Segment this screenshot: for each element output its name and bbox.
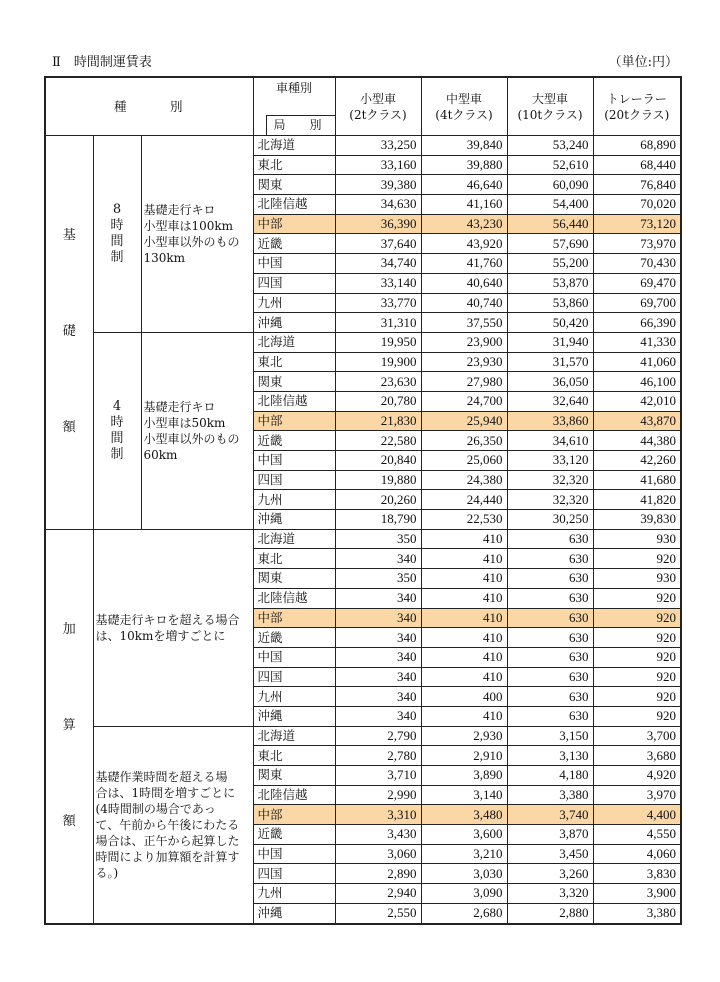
category-char: 加 xyxy=(62,622,76,638)
region-cell: 沖縄 xyxy=(253,510,335,530)
unit-note: （単位:円） xyxy=(608,55,678,70)
rate-cell: 37,550 xyxy=(421,313,507,333)
region-cell: 東北 xyxy=(253,155,335,175)
rate-cell: 19,900 xyxy=(335,352,421,372)
rate-cell: 3,710 xyxy=(335,766,421,786)
rate-cell: 3,430 xyxy=(335,825,421,845)
description-line: て、午前から午後にわたる xyxy=(95,817,240,832)
rate-cell: 920 xyxy=(593,549,681,569)
rate-cell: 3,140 xyxy=(421,785,507,805)
region-cell: 中部 xyxy=(253,805,335,825)
rate-cell: 46,100 xyxy=(593,372,681,392)
rate-cell: 68,890 xyxy=(593,136,681,156)
rate-cell: 23,930 xyxy=(421,352,507,372)
rate-cell: 56,440 xyxy=(507,214,593,234)
rate-cell: 920 xyxy=(593,628,681,648)
hourly-rate-table xyxy=(44,76,682,925)
description-line: 基礎走行キロ xyxy=(143,202,216,217)
region-cell: 中国 xyxy=(253,844,335,864)
rate-cell: 340 xyxy=(335,687,421,707)
rate-cell: 3,830 xyxy=(593,864,681,884)
header-kind: 種 別 xyxy=(45,77,253,136)
rate-cell: 26,350 xyxy=(421,431,507,451)
rate-cell: 25,940 xyxy=(421,411,507,431)
rate-cell: 19,950 xyxy=(335,332,421,352)
rate-cell: 23,900 xyxy=(421,332,507,352)
header-vehicle-trailer: トレーラー (20tクラス) xyxy=(593,77,681,136)
region-cell: 中国 xyxy=(253,451,335,471)
rate-cell: 31,570 xyxy=(507,352,593,372)
rate-cell: 20,840 xyxy=(335,451,421,471)
rate-cell: 340 xyxy=(335,549,421,569)
rate-cell: 42,010 xyxy=(593,391,681,411)
description-line: 小型車は100km xyxy=(143,218,234,233)
rate-cell: 41,820 xyxy=(593,490,681,510)
rate-cell: 31,310 xyxy=(335,313,421,333)
region-cell: 中部 xyxy=(253,214,335,234)
rate-cell: 3,380 xyxy=(507,785,593,805)
rate-cell: 24,700 xyxy=(421,391,507,411)
rate-cell: 39,830 xyxy=(593,510,681,530)
rate-cell: 2,780 xyxy=(335,746,421,766)
rate-cell: 31,940 xyxy=(507,332,593,352)
section-description xyxy=(141,332,253,529)
rate-cell: 37,640 xyxy=(335,234,421,254)
header-vehicle-small: 小型車 (2tクラス) xyxy=(335,77,421,136)
rate-cell: 76,840 xyxy=(593,175,681,195)
rate-cell: 27,980 xyxy=(421,372,507,392)
rate-cell: 60,090 xyxy=(507,175,593,195)
description-line: 基礎走行キロを超える場合 xyxy=(95,612,240,627)
rate-cell: 340 xyxy=(335,667,421,687)
rate-cell: 43,920 xyxy=(421,234,507,254)
rate-cell: 30,250 xyxy=(507,510,593,530)
header-vehicle-medium: 中型車 (4tクラス) xyxy=(421,77,507,136)
rate-cell: 73,970 xyxy=(593,234,681,254)
section-description xyxy=(93,529,253,726)
rate-cell: 20,260 xyxy=(335,490,421,510)
region-cell: 沖縄 xyxy=(253,903,335,923)
description-line: 小型車は50km xyxy=(143,415,226,430)
region-cell: 近畿 xyxy=(253,234,335,254)
description-line: 小型車以外のもの xyxy=(143,431,240,446)
region-cell: 近畿 xyxy=(253,431,335,451)
region-cell: 近畿 xyxy=(253,825,335,845)
rate-cell: 3,260 xyxy=(507,864,593,884)
region-cell: 北海道 xyxy=(253,136,335,156)
header-vehicle-large: 大型車 (10tクラス) xyxy=(507,77,593,136)
region-cell: 四国 xyxy=(253,667,335,687)
rate-cell: 57,690 xyxy=(507,234,593,254)
region-cell: 北海道 xyxy=(253,726,335,746)
section-subtype xyxy=(93,136,141,333)
rate-cell: 41,760 xyxy=(421,254,507,274)
region-cell: 九州 xyxy=(253,490,335,510)
category-base xyxy=(45,136,93,530)
rate-cell: 54,400 xyxy=(507,195,593,215)
rate-cell: 3,890 xyxy=(421,766,507,786)
rate-cell: 410 xyxy=(421,549,507,569)
region-cell: 四国 xyxy=(253,470,335,490)
region-cell: 北陸信越 xyxy=(253,195,335,215)
rate-cell: 69,700 xyxy=(593,293,681,313)
rate-cell: 33,250 xyxy=(335,136,421,156)
rate-cell: 340 xyxy=(335,588,421,608)
category-char: 額 xyxy=(62,420,76,436)
rate-cell: 2,880 xyxy=(507,903,593,923)
subtype-char: 間 xyxy=(110,233,124,249)
rate-cell: 3,030 xyxy=(421,864,507,884)
table-row xyxy=(45,332,681,352)
region-cell: 中部 xyxy=(253,608,335,628)
rate-cell: 3,740 xyxy=(507,805,593,825)
subtype-char: 間 xyxy=(110,430,124,446)
header-region-label: 局 別 xyxy=(266,115,335,135)
rate-cell: 410 xyxy=(421,628,507,648)
rate-cell: 2,790 xyxy=(335,726,421,746)
description-line: 場合は、正午から起算した xyxy=(95,833,240,848)
rate-cell: 33,770 xyxy=(335,293,421,313)
region-cell: 九州 xyxy=(253,687,335,707)
region-cell: 北海道 xyxy=(253,529,335,549)
category-char: 額 xyxy=(62,814,76,830)
subtype-char: 制 xyxy=(110,249,124,265)
table-row xyxy=(45,726,681,746)
rate-cell: 2,930 xyxy=(421,726,507,746)
rate-cell: 630 xyxy=(507,687,593,707)
category-char: 算 xyxy=(62,718,76,734)
rate-cell: 40,640 xyxy=(421,273,507,293)
rate-cell: 32,320 xyxy=(507,490,593,510)
region-cell: 北陸信越 xyxy=(253,785,335,805)
rate-cell: 930 xyxy=(593,569,681,589)
rate-cell: 630 xyxy=(507,647,593,667)
rate-cell: 69,470 xyxy=(593,273,681,293)
region-cell: 九州 xyxy=(253,884,335,904)
rate-cell: 53,240 xyxy=(507,136,593,156)
rate-cell: 340 xyxy=(335,608,421,628)
rate-cell: 50,420 xyxy=(507,313,593,333)
region-cell: 中国 xyxy=(253,254,335,274)
description-line: 合は、1時間を増すごとに xyxy=(95,785,236,800)
rate-cell: 43,870 xyxy=(593,411,681,431)
region-cell: 四国 xyxy=(253,864,335,884)
rate-cell: 3,130 xyxy=(507,746,593,766)
table-row xyxy=(45,529,681,549)
rate-cell: 24,380 xyxy=(421,470,507,490)
rate-cell: 630 xyxy=(507,608,593,628)
rate-cell: 3,210 xyxy=(421,844,507,864)
rate-cell: 410 xyxy=(421,588,507,608)
rate-cell: 32,640 xyxy=(507,391,593,411)
region-cell: 中部 xyxy=(253,411,335,431)
rate-cell: 350 xyxy=(335,529,421,549)
rate-cell: 41,060 xyxy=(593,352,681,372)
rate-cell: 410 xyxy=(421,667,507,687)
rate-cell: 920 xyxy=(593,706,681,726)
rate-cell: 3,320 xyxy=(507,884,593,904)
rate-cell: 41,160 xyxy=(421,195,507,215)
subtype-char: 時 xyxy=(110,414,124,430)
rate-cell: 41,330 xyxy=(593,332,681,352)
rate-cell: 34,630 xyxy=(335,195,421,215)
subtype-char: 制 xyxy=(110,446,124,462)
region-cell: 関東 xyxy=(253,569,335,589)
rate-cell: 21,830 xyxy=(335,411,421,431)
rate-cell: 23,630 xyxy=(335,372,421,392)
rate-cell: 34,610 xyxy=(507,431,593,451)
rate-cell: 3,600 xyxy=(421,825,507,845)
rate-cell: 52,610 xyxy=(507,155,593,175)
section-subtype xyxy=(93,332,141,529)
rate-cell: 70,020 xyxy=(593,195,681,215)
rate-cell: 20,780 xyxy=(335,391,421,411)
region-cell: 北陸信越 xyxy=(253,588,335,608)
description-line: る。) xyxy=(95,865,119,880)
rate-cell: 46,640 xyxy=(421,175,507,195)
rate-cell: 630 xyxy=(507,706,593,726)
rate-cell: 340 xyxy=(335,706,421,726)
header-type-label: 車種別 xyxy=(276,81,313,95)
rate-cell: 66,390 xyxy=(593,313,681,333)
region-cell: 四国 xyxy=(253,273,335,293)
rate-cell: 53,870 xyxy=(507,273,593,293)
rate-cell: 3,150 xyxy=(507,726,593,746)
rate-cell: 2,680 xyxy=(421,903,507,923)
rate-cell: 18,790 xyxy=(335,510,421,530)
rate-cell: 34,740 xyxy=(335,254,421,274)
rate-cell: 2,940 xyxy=(335,884,421,904)
region-cell: 東北 xyxy=(253,352,335,372)
rate-cell: 930 xyxy=(593,529,681,549)
rate-cell: 68,440 xyxy=(593,155,681,175)
rate-cell: 3,970 xyxy=(593,785,681,805)
description-line: 基礎走行キロ xyxy=(143,399,216,414)
rate-cell: 41,680 xyxy=(593,470,681,490)
section-description xyxy=(93,726,253,923)
rate-cell: 410 xyxy=(421,529,507,549)
rate-cell: 3,870 xyxy=(507,825,593,845)
rate-cell: 410 xyxy=(421,569,507,589)
description-line: 130km xyxy=(143,250,186,265)
rate-cell: 410 xyxy=(421,608,507,628)
rate-cell: 410 xyxy=(421,647,507,667)
region-cell: 関東 xyxy=(253,372,335,392)
rate-cell: 920 xyxy=(593,608,681,628)
rate-cell: 3,900 xyxy=(593,884,681,904)
rate-cell: 630 xyxy=(507,529,593,549)
rate-cell: 42,260 xyxy=(593,451,681,471)
rate-cell: 4,400 xyxy=(593,805,681,825)
subtype-char: 時 xyxy=(110,217,124,233)
rate-cell: 350 xyxy=(335,569,421,589)
rate-cell: 4,920 xyxy=(593,766,681,786)
rate-cell: 4,060 xyxy=(593,844,681,864)
rate-cell: 3,450 xyxy=(507,844,593,864)
section-description xyxy=(141,136,253,333)
rate-cell: 44,380 xyxy=(593,431,681,451)
region-cell: 北海道 xyxy=(253,332,335,352)
rate-cell: 33,140 xyxy=(335,273,421,293)
rate-cell: 25,060 xyxy=(421,451,507,471)
rate-cell: 2,550 xyxy=(335,903,421,923)
rate-cell: 630 xyxy=(507,549,593,569)
rate-cell: 2,990 xyxy=(335,785,421,805)
table-row xyxy=(45,136,681,156)
rate-cell: 22,580 xyxy=(335,431,421,451)
rate-cell: 630 xyxy=(507,628,593,648)
rate-cell: 53,860 xyxy=(507,293,593,313)
rate-cell: 33,120 xyxy=(507,451,593,471)
rate-cell: 3,700 xyxy=(593,726,681,746)
rate-cell: 400 xyxy=(421,687,507,707)
description-line: 基礎作業時間を超える場 xyxy=(95,769,228,784)
region-cell: 東北 xyxy=(253,746,335,766)
rate-cell: 43,230 xyxy=(421,214,507,234)
rate-cell: 70,430 xyxy=(593,254,681,274)
rate-cell: 73,120 xyxy=(593,214,681,234)
rate-cell: 36,050 xyxy=(507,372,593,392)
rate-cell: 920 xyxy=(593,647,681,667)
description-line: 60km xyxy=(143,447,178,462)
rate-cell: 36,390 xyxy=(335,214,421,234)
description-line: は、10kmを増すごとに xyxy=(95,628,226,643)
rate-cell: 39,840 xyxy=(421,136,507,156)
region-cell: 中国 xyxy=(253,647,335,667)
rate-cell: 55,200 xyxy=(507,254,593,274)
region-cell: 北陸信越 xyxy=(253,391,335,411)
region-cell: 九州 xyxy=(253,293,335,313)
rate-cell: 40,740 xyxy=(421,293,507,313)
rate-cell: 2,910 xyxy=(421,746,507,766)
rate-cell: 22,530 xyxy=(421,510,507,530)
rate-cell: 410 xyxy=(421,706,507,726)
rate-cell: 630 xyxy=(507,588,593,608)
rate-cell: 33,160 xyxy=(335,155,421,175)
region-cell: 東北 xyxy=(253,549,335,569)
category-char: 基 xyxy=(62,228,76,244)
table-title: Ⅱ 時間制運賃表 xyxy=(52,55,152,70)
rate-cell: 3,060 xyxy=(335,844,421,864)
rate-cell: 4,180 xyxy=(507,766,593,786)
rate-cell: 3,310 xyxy=(335,805,421,825)
region-cell: 関東 xyxy=(253,766,335,786)
category-char: 礎 xyxy=(62,324,76,340)
rate-cell: 340 xyxy=(335,628,421,648)
rate-cell: 340 xyxy=(335,647,421,667)
region-cell: 近畿 xyxy=(253,628,335,648)
subtype-char: 4 xyxy=(112,398,122,414)
rate-cell: 920 xyxy=(593,687,681,707)
rate-cell: 3,090 xyxy=(421,884,507,904)
rate-cell: 2,890 xyxy=(335,864,421,884)
rate-cell: 630 xyxy=(507,569,593,589)
rate-cell: 24,440 xyxy=(421,490,507,510)
region-cell: 沖縄 xyxy=(253,706,335,726)
rate-cell: 32,320 xyxy=(507,470,593,490)
rate-cell: 39,880 xyxy=(421,155,507,175)
rate-cell: 3,680 xyxy=(593,746,681,766)
rate-cell: 33,860 xyxy=(507,411,593,431)
rate-cell: 39,380 xyxy=(335,175,421,195)
category-add xyxy=(45,529,93,923)
rate-cell: 4,550 xyxy=(593,825,681,845)
description-line: 時間により加算額を計算す xyxy=(95,849,240,864)
rate-cell: 920 xyxy=(593,667,681,687)
subtype-char: 8 xyxy=(112,201,122,217)
description-line: (4時間制の場合であっ xyxy=(95,801,216,816)
rate-cell: 920 xyxy=(593,588,681,608)
rate-cell: 19,880 xyxy=(335,470,421,490)
rate-cell: 3,480 xyxy=(421,805,507,825)
description-line: 小型車以外のもの xyxy=(143,234,240,249)
region-cell: 関東 xyxy=(253,175,335,195)
rate-cell: 630 xyxy=(507,667,593,687)
rate-cell: 3,380 xyxy=(593,903,681,923)
region-cell: 沖縄 xyxy=(253,313,335,333)
header-type-region xyxy=(253,77,335,136)
